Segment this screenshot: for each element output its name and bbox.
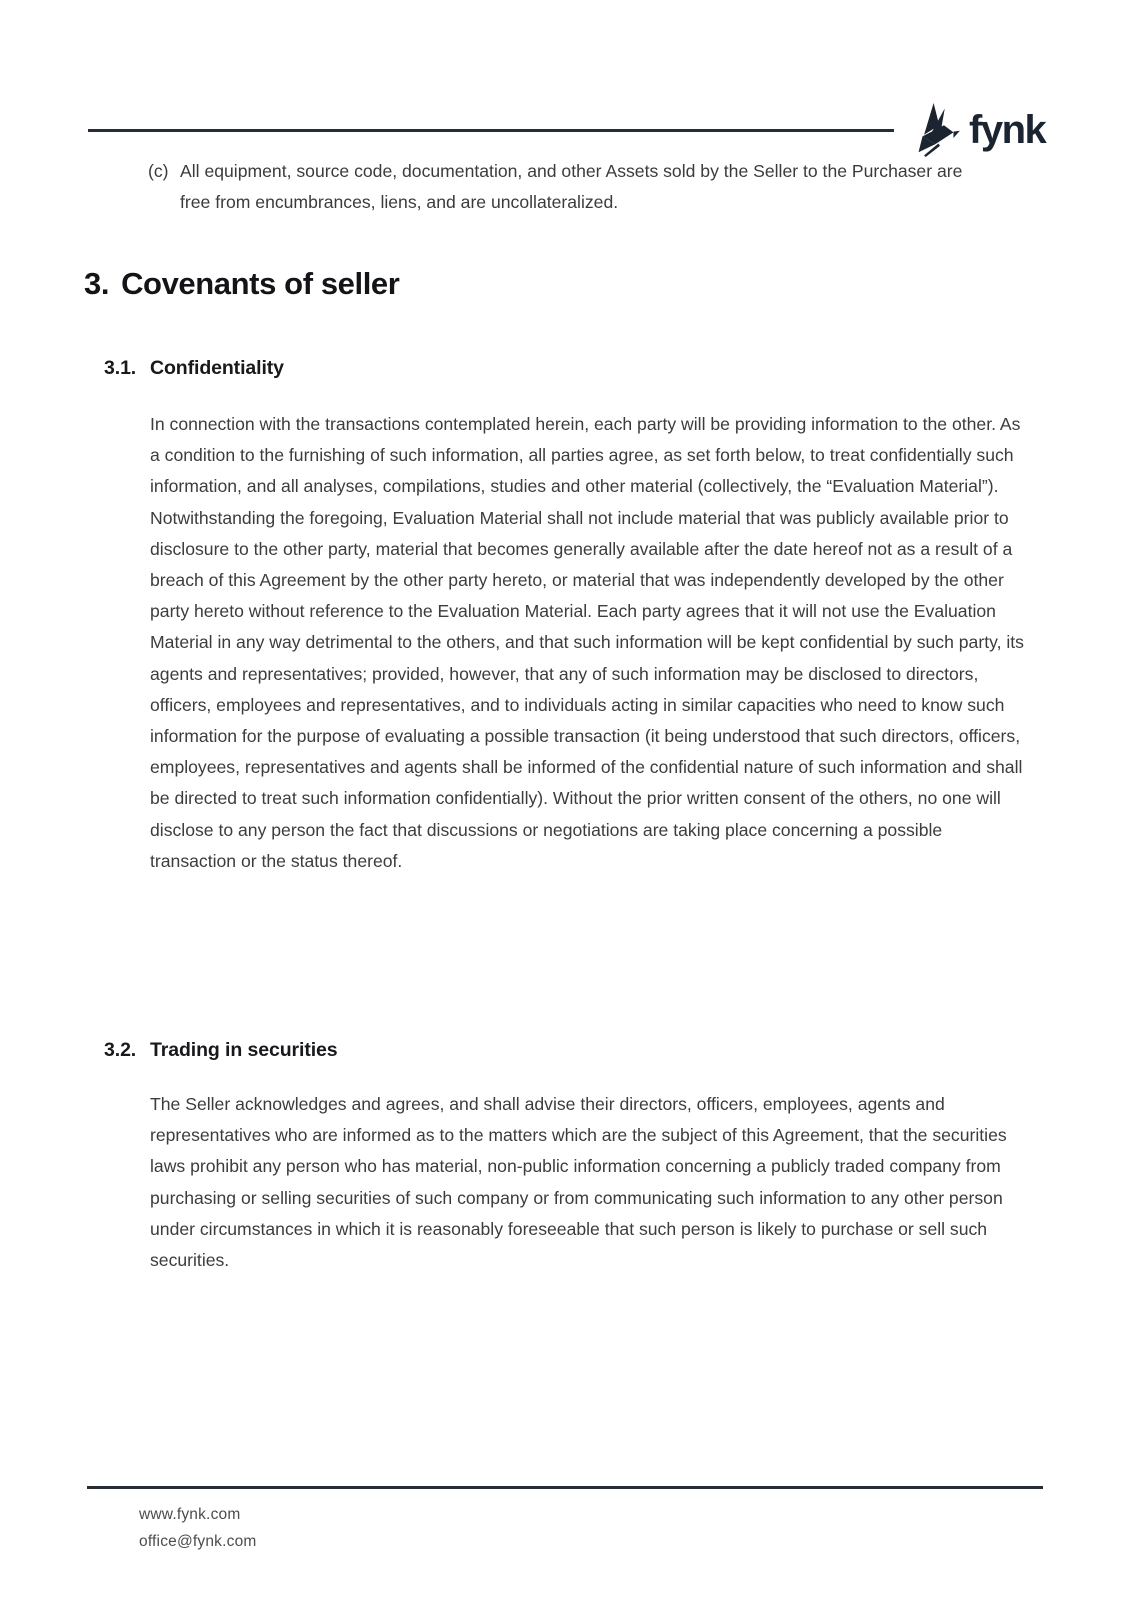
section-number: 3. [84,266,110,301]
origami-bird-icon [912,103,960,157]
header-divider [88,129,894,132]
subsection-number: 3.2. [104,1039,137,1061]
brand-logo [912,102,1045,158]
brand-wordmark: fynk [969,108,1046,152]
footer-divider [87,1486,1043,1489]
footer [139,1501,257,1555]
subsection-title: Trading in securities [150,1039,338,1061]
section-title: Covenants of seller [121,266,400,301]
clause-c [148,156,993,219]
subsection-title: Confidentiality [150,357,284,379]
footer-website: www.fynk.com [139,1506,241,1523]
subsection-number: 3.1. [104,357,137,379]
clause-c-text: All equipment, source code, documentation, and other Assets sold by the Seller to the Purchaser are free from encumbrances, liens, and are uncollateralized. [180,161,963,213]
subsection-heading-trading [104,1039,338,1062]
paragraph-trading: The Seller acknowledges and agrees, and shall advise their directors, officers, employees, agents and representatives who are informed as to the matters which are the subject of this Agreement, that the securities laws prohibit any person who has material, non-public information concerning a publicly traded company from purchasing or selling securities of such company or from communicating such information to any other person under circumstances in which it is reasonably foreseeable that such person is likely to purchase or sell such securities. [150,1094,1007,1271]
paragraph-confidentiality: In connection with the transactions contemplated herein, each party will be providing information to the other. As a condition to the furnishing of such information, all parties agree, as set forth below, to treat confidentially such information, and all analyses, compilations, studies and other material (collectively, the “Evaluation Material”). Notwithstanding the foregoing, Evaluation Material shall not include material that was publicly available prior to disclosure to the other party, material that becomes generally available after the date hereof not as a result of a breach of this Agreement by the other party hereto, or material that was independently developed by the other party hereto without reference to the Evaluation Material. Each party agrees that it will not use the Evaluation Material in any way detrimental to the others, and that such information will be kept confidential by such party, its agents and representatives; provided, however, that any of such information may be disclosed to directors, officers, employees and representatives, and to individuals acting in similar capacities who need to know such information for the purpose of evaluating a possible transaction (it being understood that such directors, officers, employees, representatives and agents shall be informed of the confidential nature of such information and shall be directed to treat such information confidentially). Without the prior written consent of the others, no one will disclose to any person the fact that discussions or negotiations are taking place concerning a possible transaction or the status thereof. [150,414,1024,871]
subsection-heading-confidentiality [104,357,284,380]
clause-c-label: (c) [148,161,169,181]
section-heading [84,266,399,302]
footer-email: office@fynk.com [139,1533,257,1550]
